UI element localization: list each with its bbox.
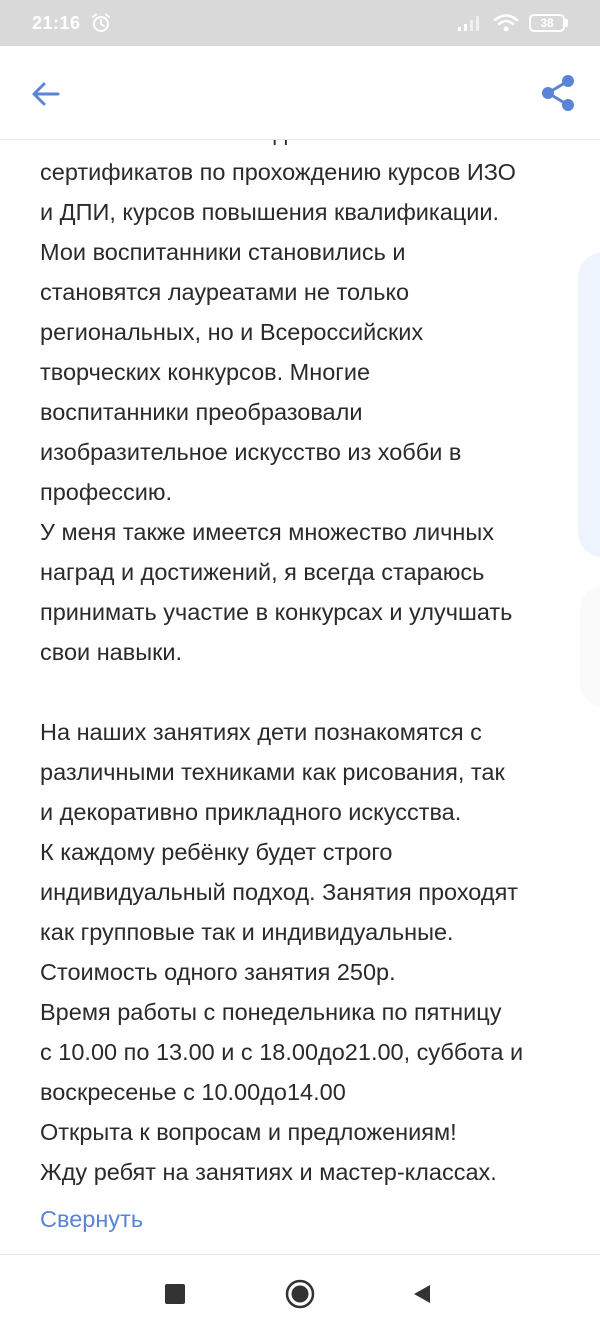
- description-line: сертификатов по прохождению курсов ИЗО: [40, 159, 516, 185]
- description-line: профессию.: [40, 479, 173, 505]
- status-indicators: [457, 13, 568, 33]
- description-line: К каждому ребёнку будет строго: [40, 839, 393, 865]
- description-line: Мои воспитанники становились и: [40, 239, 406, 265]
- share-icon[interactable]: [540, 74, 576, 112]
- collapse-link[interactable]: Свернуть: [40, 1206, 144, 1232]
- side-card: [578, 252, 600, 558]
- description-line: становятся лауреатами не только: [40, 279, 410, 305]
- side-card: [580, 586, 600, 706]
- square-icon[interactable]: [165, 1284, 185, 1304]
- app-bar: [0, 46, 600, 140]
- description-line: Стоимость одного занятия 250р.: [40, 959, 396, 985]
- description-line: изобразительное искусство из хобби в: [40, 439, 462, 465]
- description-line: Время работы с понедельника по пятницу: [40, 999, 502, 1025]
- description-line: принимать участие в конкурсах и улучшать: [40, 599, 513, 625]
- status-time: 21:16: [32, 12, 81, 33]
- circle-home-icon[interactable]: [285, 1279, 315, 1309]
- description-line: У меня также имеется множество личных: [40, 519, 494, 545]
- description-line: На наших занятиях дети познакомятся с: [40, 719, 482, 745]
- description-line: свои навыки.: [40, 639, 183, 665]
- alarm-icon: [91, 13, 111, 33]
- description-line: различными техниками как рисования, так: [40, 759, 505, 785]
- description-line: воспитанники преобразовали: [40, 399, 363, 425]
- arrow-left-icon[interactable]: [28, 76, 64, 112]
- status-bar: [0, 0, 600, 46]
- description-text: [40, 112, 570, 1192]
- description-line: Открыта к вопросам и предложениям!: [40, 1119, 457, 1145]
- description-line: региональных, но и Всероссийских: [40, 319, 424, 345]
- description-line: Жду ребят на занятиях и мастер-классах.: [40, 1159, 497, 1185]
- system-nav-bar: [0, 1254, 600, 1332]
- battery-icon: [529, 14, 568, 32]
- description-line: индивидуальный подход. Занятия проходят: [40, 879, 519, 905]
- description-line: с 10.00 по 13.00 и с 18.00до21.00, суббота и: [40, 1039, 524, 1065]
- signal-icon: [457, 14, 483, 32]
- battery-level: 38: [540, 16, 554, 30]
- description-line: и декоративно прикладного искусства.: [40, 799, 462, 825]
- description-line: творческих конкурсов. Многие: [40, 359, 371, 385]
- triangle-back-icon[interactable]: [410, 1282, 434, 1306]
- description-line: как групповые так и индивидуальные.: [40, 919, 454, 945]
- description-line: наград и достижений, я всегда стараюсь: [40, 559, 485, 585]
- description-line: и ДПИ, курсов повышения квалификации.: [40, 199, 500, 225]
- wifi-icon: [493, 13, 519, 33]
- description-line: воскресенье с 10.00до14.00: [40, 1079, 346, 1105]
